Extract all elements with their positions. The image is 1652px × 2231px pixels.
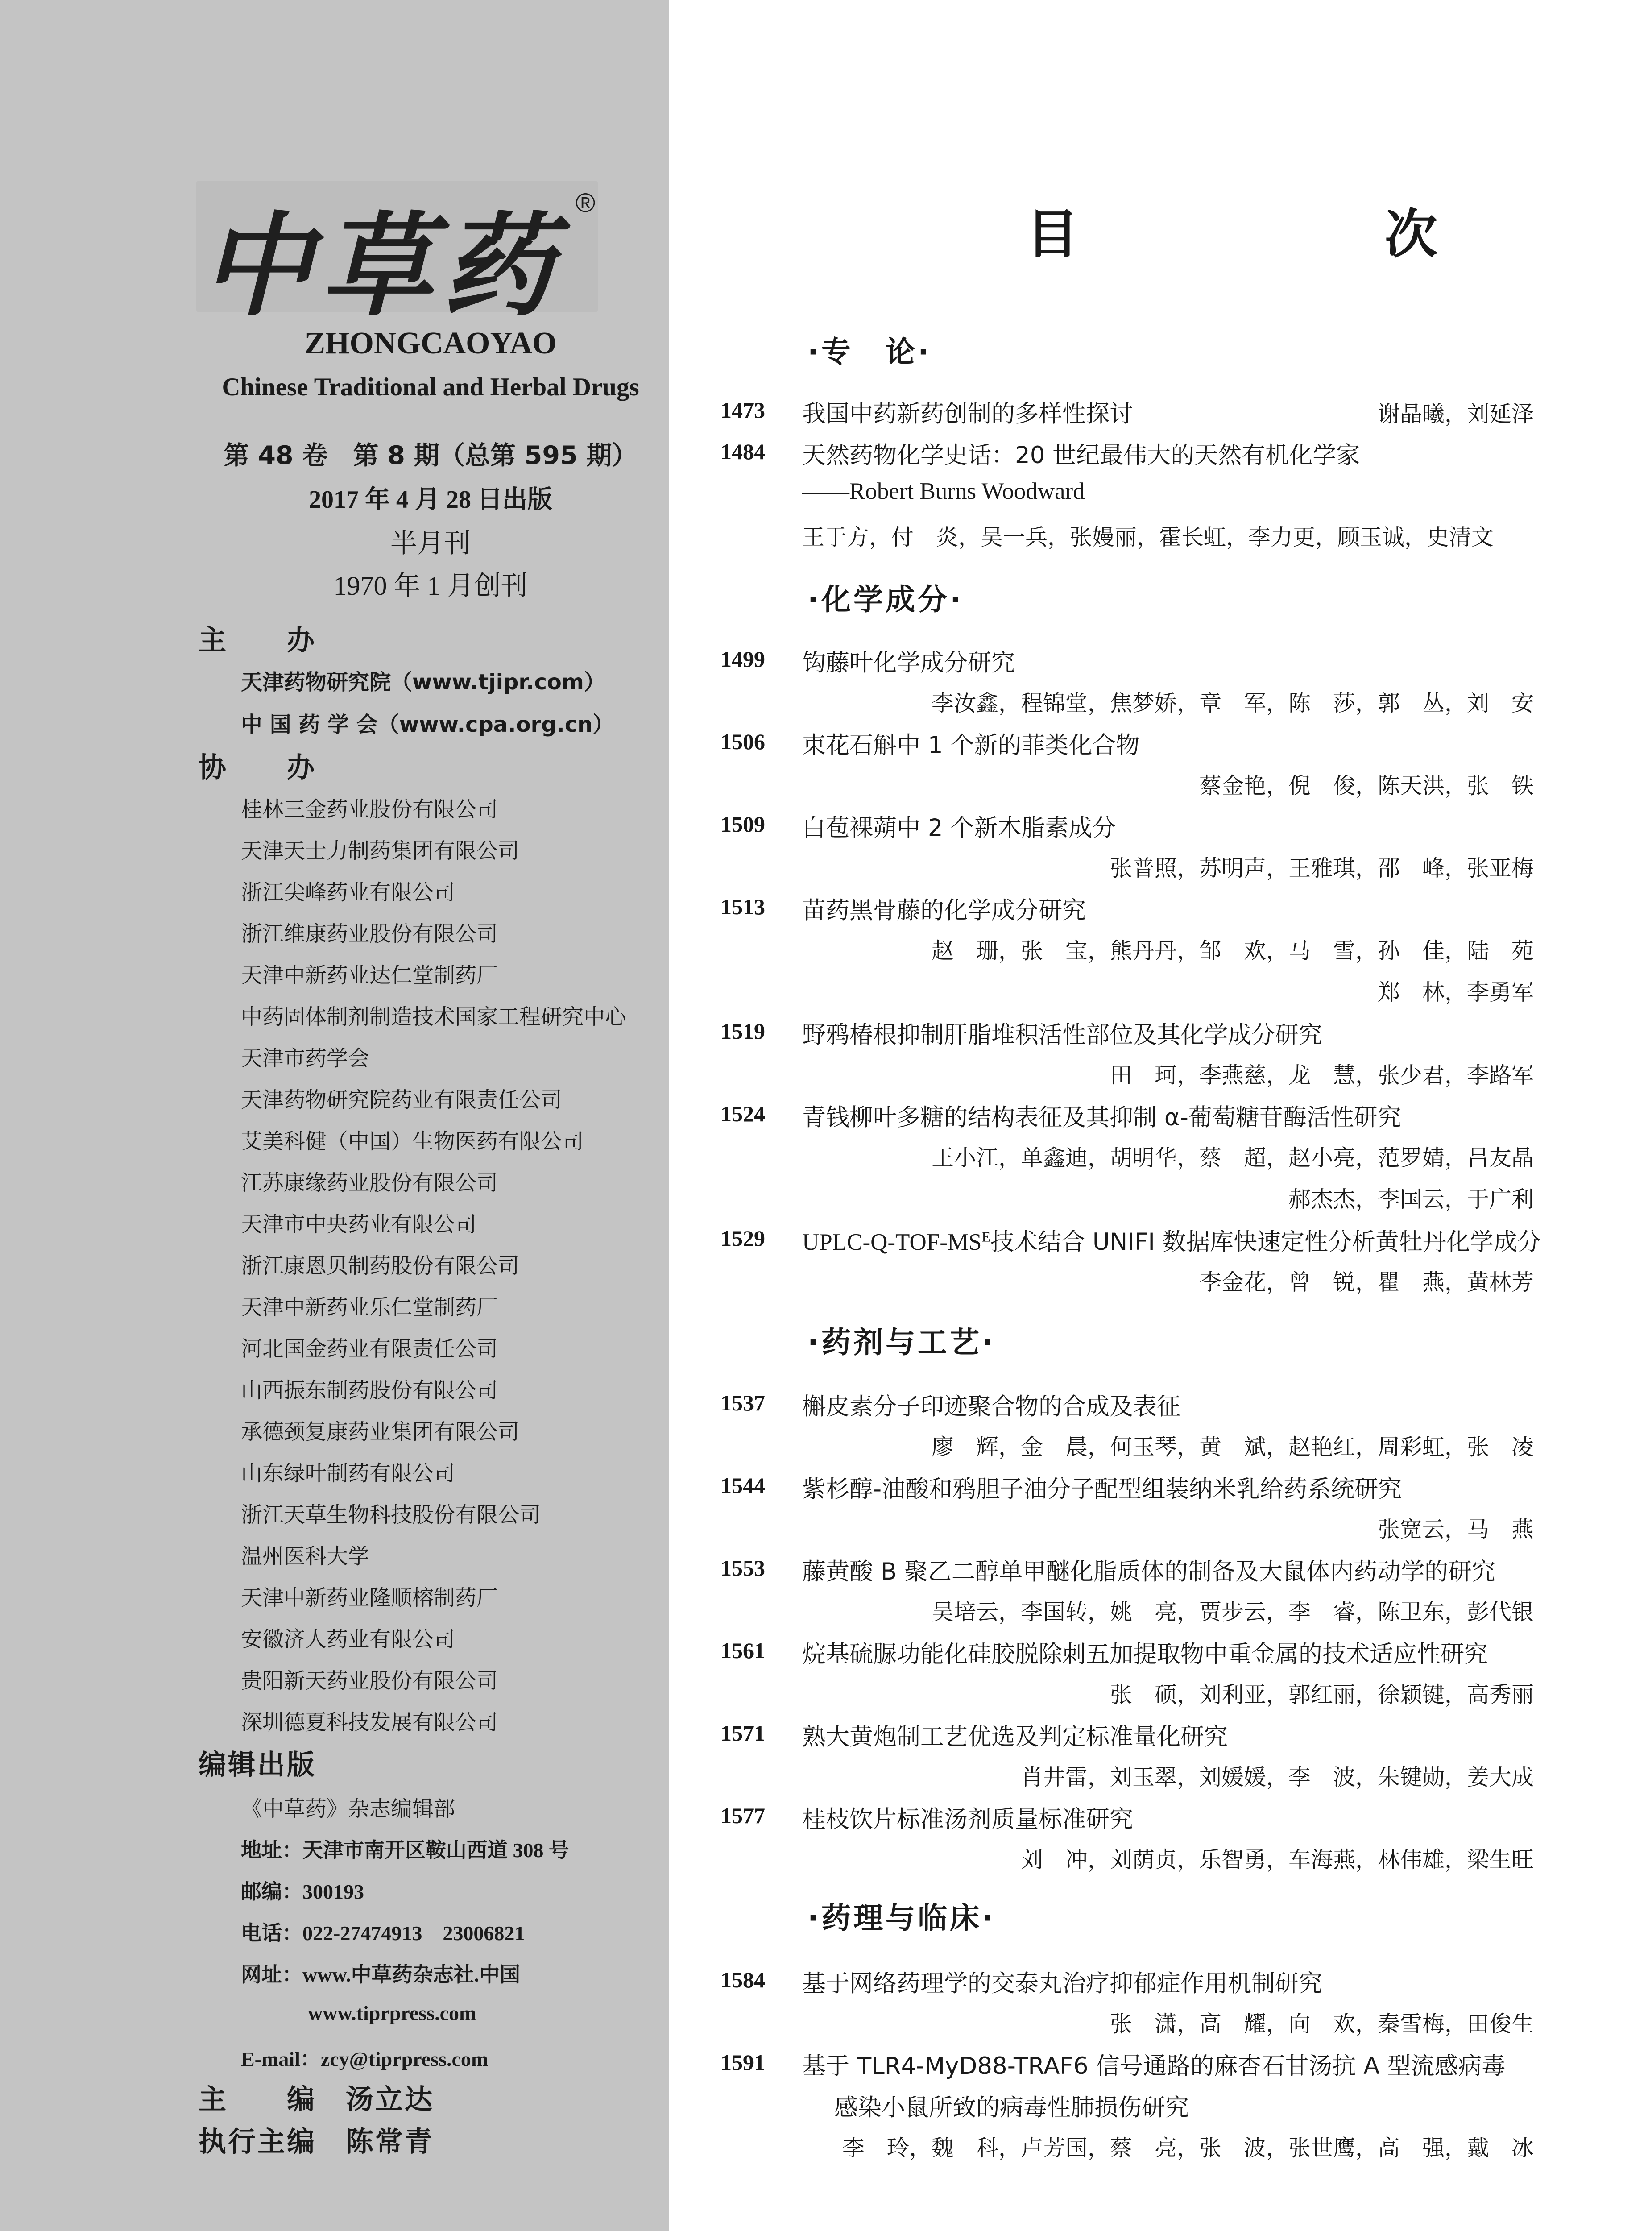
registered-mark: ® (576, 188, 596, 218)
co-sponsor-item: 浙江天草生物科技股份有限公司 (241, 1502, 541, 1527)
article-page: 1513 (720, 894, 765, 919)
article-authors-cont: 郑 林，李勇军 (1378, 979, 1534, 1005)
article-page: 1519 (720, 1019, 765, 1044)
co-sponsor-item: 江苏康缘药业股份有限公司 (241, 1170, 498, 1195)
article-authors: 张普照，苏明声，王雅琪，邵 峰，张亚梅 (1110, 855, 1534, 881)
sidebar (0, 0, 669, 2231)
postcode: 邮编：300193 (241, 1880, 364, 1903)
sponsor-item: 中 国 药 学 会（www.cpa.org.cn） (241, 712, 614, 737)
article-page: 1484 (720, 439, 765, 464)
article-authors: 王于方，付 炎，吴一兵，张嫚丽，霍长虹，李力更，顾玉诚，史清文 (802, 524, 1494, 550)
article-authors: 田 珂，李燕慈，龙 慧，张少君，李路军 (1110, 1062, 1534, 1088)
publish-date: 2017 年 4 月 28 日出版 (309, 486, 552, 514)
co-sponsor-item: 温州医科大学 (241, 1544, 370, 1569)
article-authors: 张 硕，刘利亚，郭红丽，徐颖键，高秀丽 (1110, 1682, 1534, 1708)
co-sponsor-item: 桂林三金药业股份有限公司 (241, 797, 498, 822)
volume-line: 第 48 卷 第 8 期（总第 595 期） (224, 441, 638, 470)
article-title-superscript: E (981, 1228, 991, 1245)
journal-title-en: ZHONGCAOYAO (304, 326, 557, 361)
article-page: 1506 (720, 729, 765, 754)
co-sponsor-item: 承德颈复康药业集团有限公司 (241, 1419, 520, 1444)
article-page: 1544 (720, 1473, 765, 1498)
article-title-cont[interactable]: ——Robert Burns Woodward (802, 478, 1085, 504)
article-title[interactable]: 青钱柳叶多糖的结构表征及其抑制 α-葡萄糖苷酶活性研究 (802, 1104, 1401, 1131)
chief-editor: 主 编 汤立达 (199, 2083, 435, 2115)
co-sponsor-item: 河北国金药业有限责任公司 (241, 1336, 498, 1361)
article-title[interactable]: 桂枝饮片标准汤剂质量标准研究 (802, 1806, 1133, 1833)
article-authors: 王小江，单鑫迪，胡明华，蔡 超，赵小亮，范罗婧，吕友晶 (932, 1145, 1534, 1171)
co-sponsor-item: 山西振东制药股份有限公司 (241, 1378, 498, 1403)
article-page: 1553 (720, 1555, 765, 1580)
section-heading: ·专 论· (807, 335, 932, 369)
journal-subtitle-en: Chinese Traditional and Herbal Drugs (222, 373, 639, 401)
article-title[interactable]: 天然药物化学史话：20 世纪最伟大的天然有机化学家 (802, 442, 1360, 469)
address: 地址：天津市南开区鞍山西道 308 号 (241, 1839, 569, 1862)
article-authors-cont: 郝杰杰，李国云，于广利 (1288, 1186, 1534, 1212)
article-title[interactable]: 槲皮素分子印迹聚合物的合成及表征 (802, 1393, 1180, 1420)
co-sponsor-item: 天津中新药业隆顺榕制药厂 (241, 1585, 498, 1610)
article-page: 1499 (720, 647, 765, 672)
website-secondary[interactable]: www.tiprpress.com (308, 2002, 476, 2024)
toc-title: 目 次 (1026, 203, 1505, 265)
article-authors: 李金花，曾 锐，瞿 燕，黄林芳 (1199, 1269, 1534, 1295)
article-page: 1571 (720, 1721, 765, 1746)
co-sponsor-item: 天津市药学会 (241, 1046, 370, 1071)
article-title[interactable]: 烷基硫脲功能化硅胶脱除刺五加提取物中重金属的技术适应性研究 (802, 1641, 1488, 1668)
article-page: 1584 (720, 1967, 765, 1992)
article-title[interactable]: 野鸦椿根抑制肝脂堆积活性部位及其化学成分研究 (802, 1021, 1322, 1049)
co-sponsor-item: 浙江尖峰药业有限公司 (241, 880, 455, 905)
co-sponsor-item: 中药固体制剂制造技术国家工程研究中心 (241, 1004, 627, 1029)
co-sponsor-item: 艾美科健（中国）生物医药有限公司 (241, 1129, 584, 1154)
article-page: 1473 (720, 398, 765, 423)
article-page: 1537 (720, 1390, 765, 1415)
frequency: 半月刊 (390, 529, 471, 558)
website[interactable]: 网址：www.中草药杂志社.中国 (241, 1963, 521, 1986)
article-title[interactable]: 钩藤叶化学成分研究 (802, 649, 1015, 676)
article-title-part: 技术结合 UNIFI 数据库快速定性分析黄牡丹化学成分 (990, 1228, 1541, 1256)
article-title[interactable]: 我国中药新药创制的多样性探讨 (802, 400, 1133, 427)
article-authors: 张宽云，马 燕 (1378, 1517, 1534, 1543)
article-page: 1529 (720, 1226, 765, 1251)
article-authors: 张 潇，高 耀，向 欢，秦雪梅，田俊生 (1110, 2011, 1534, 2037)
article-authors: 廖 辉，金 晨，何玉琴，黄 斌，赵艳红，周彩虹，张 凌 (932, 1434, 1534, 1460)
co-sponsor-item: 安徽济人药业有限公司 (241, 1627, 455, 1652)
co-sponsor-item: 天津中新药业乐仁堂制药厂 (241, 1295, 498, 1320)
article-title[interactable]: 苗药黑骨藤的化学成分研究 (802, 897, 1086, 924)
section-heading: ·药剂与工艺· (807, 1325, 996, 1360)
article-authors: 李 玲，魏 科，卢芳国，蔡 亮，张 波，张世鹰，高 强，戴 冰 (842, 2135, 1534, 2161)
article-authors: 蔡金艳，倪 俊，陈天洪，张 铁 (1199, 773, 1534, 799)
publisher-name: 《中草药》杂志编辑部 (241, 1796, 455, 1821)
article-page: 1577 (720, 1803, 765, 1828)
co-sponsor-item: 山东绿叶制药有限公司 (241, 1461, 455, 1486)
article-title[interactable]: 紫杉醇-油酸和鸦胆子油分子配型组装纳米乳给药系统研究 (802, 1476, 1402, 1503)
co-sponsor-heading: 协 办 (199, 751, 317, 784)
article-authors: 刘 冲，刘荫贞，乐智勇，车海燕，林伟雄，梁生旺 (1021, 1847, 1534, 1873)
article-title[interactable]: 白苞裸蒴中 2 个新木脂素成分 (802, 814, 1116, 842)
co-sponsor-item: 浙江维康药业股份有限公司 (241, 921, 498, 946)
article-page: 1509 (720, 812, 765, 837)
section-heading: ·药理与临床· (807, 1901, 996, 1935)
co-sponsor-item: 天津药物研究院药业有限责任公司 (241, 1087, 563, 1112)
founded: 1970 年 1 月创刊 (333, 571, 528, 601)
publisher-heading: 编辑出版 (199, 1748, 317, 1781)
logo-text: 中草药 (201, 200, 562, 331)
sponsor-item: 天津药物研究院（www.tjipr.com） (241, 670, 605, 695)
co-sponsor-item: 天津中新药业达仁堂制药厂 (241, 963, 498, 988)
journal-logo (196, 181, 598, 331)
co-sponsor-item: 浙江康恩贝制药股份有限公司 (241, 1253, 520, 1278)
sponsor-heading: 主 办 (199, 624, 317, 656)
article-authors: 赵 珊，张 宝，熊丹丹，邹 欢，马 雪，孙 佳，陆 苑 (932, 938, 1534, 964)
co-sponsor-item: 贵阳新天药业股份有限公司 (241, 1668, 498, 1693)
article-title[interactable]: 基于 TLR4-MyD88-TRAF6 信号通路的麻杏石甘汤抗 A 型流感病毒 (802, 2053, 1506, 2080)
section-heading: ·化学成分· (807, 582, 964, 617)
article-title[interactable]: 基于网络药理学的交泰丸治疗抑郁症作用机制研究 (802, 1970, 1322, 1997)
article-title[interactable]: 藤黄酸 B 聚乙二醇单甲醚化脂质体的制备及大鼠体内药动学的研究 (802, 1558, 1496, 1585)
co-sponsor-item: 天津市中央药业有限公司 (241, 1212, 477, 1237)
article-authors: 谢晶曦，刘延泽 (1378, 401, 1534, 427)
article-title[interactable] (802, 1223, 1541, 1257)
co-sponsor-item: 天津天士力制药集团有限公司 (241, 838, 520, 863)
article-page: 1591 (720, 2050, 765, 2075)
co-sponsor-item: 深圳德夏科技发展有限公司 (241, 1710, 498, 1735)
article-page: 1561 (720, 1638, 765, 1663)
article-title-part: UPLC-Q-TOF-MS (802, 1229, 982, 1255)
article-authors: 吴培云，李国转，姚 亮，贾步云，李 睿，陈卫东，彭代银 (932, 1599, 1534, 1625)
article-authors: 肖井雷，刘玉翠，刘媛媛，李 波，朱键勋，姜大成 (1021, 1764, 1534, 1790)
article-title[interactable]: 束花石斛中 1 个新的菲类化合物 (802, 732, 1140, 759)
email[interactable]: E-mail：zcy@tiprpress.com (241, 2048, 489, 2070)
article-title[interactable]: 熟大黄炮制工艺优选及判定标准量化研究 (802, 1723, 1228, 1750)
article-authors: 李汝鑫，程锦堂，焦梦娇，章 军，陈 莎，郭 丛，刘 安 (932, 690, 1534, 716)
article-page: 1524 (720, 1101, 765, 1126)
executive-editor: 执行主编 陈常青 (199, 2125, 435, 2158)
article-title-cont[interactable]: 感染小鼠所致的病毒性肺损伤研究 (834, 2094, 1189, 2121)
phone: 电话：022-27474913 23006821 (241, 1922, 525, 1945)
